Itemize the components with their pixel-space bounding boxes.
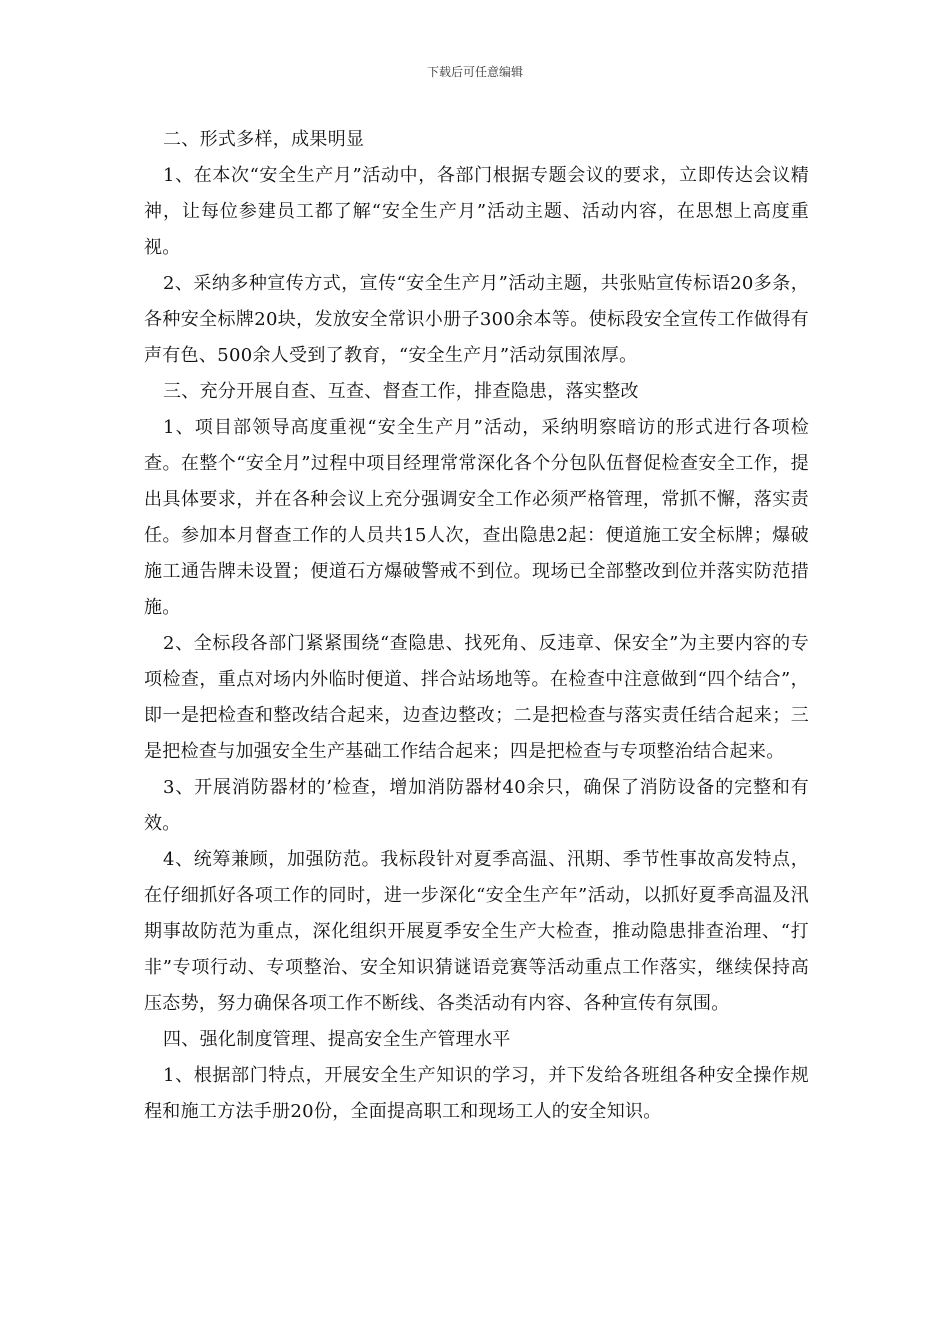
paragraph-4-1: 1、根据部门特点，开展安全生产知识的学习，并下发给各班组各种安全操作规程和施工方法手册20份，全面提高职工和现场工人的安全知识。 (144, 1065, 809, 1122)
section-heading-2: 二、形式多样，成果明显 (163, 129, 365, 150)
paragraph-2-2: 2、采纳多种宣传方式，宣传“安全生产月”活动主题，共张贴宣传标语20多条，各种安全标牌20块，发放安全常识小册子300余本等。使标段安全宣传工作做得有声有色、500余人受到了教育，“安全生产月”活动氛围浓厚。 (144, 273, 809, 366)
paragraph-2-1: 1、在本次“安全生产月”活动中，各部门根据专题会议的要求，立即传达会议精神，让每位参建员工都了解“安全生产月”活动主题、活动内容，在思想上高度重视。 (144, 165, 809, 258)
document-body (144, 122, 809, 1130)
section-heading-3: 三、充分开展自查、互查、督查工作，排查隐患，落实整改 (163, 381, 639, 402)
paragraph-3-3: 3、开展消防器材的’检查，增加消防器材40余只，确保了消防设备的完整和有效。 (144, 777, 809, 834)
paragraph-3-4: 4、统筹兼顾，加强防范。我标段针对夏季高温、汛期、季节性事故高发特点，在仔细抓好各项工作的同时，进一步深化“安全生产年”活动，以抓好夏季高温及汛期事故防范为重点，深化组织开展夏季安全生产大检查，推动隐患排查治理、“打非”专项行动、专项整治、安全知识猜谜语竞赛等活动重点工作落实，继续保持高压态势，努力确保各项工作不断线、各类活动有内容、各种宣传有氛围。 (144, 849, 809, 1014)
section-heading-4: 四、强化制度管理、提高安全生产管理水平 (163, 1029, 511, 1050)
paragraph-3-1: 1、项目部领导高度重视“安全生产月”活动，采纳明察暗访的形式进行各项检查。在整个“安全月”过程中项目经理常常深化各个分包队伍督促检查安全工作，提出具体要求，并在各种会议上充分强调安全工作必须严格管理，常抓不懈，落实责任。参加本月督查工作的人员共15人次，查出隐患2起：便道施工安全标牌；爆破施工通告牌未设置；便道石方爆破警戒不到位。现场已全部整改到位并落实防范措施。 (144, 417, 809, 618)
page-header-note: 下载后可任意编辑 (426, 65, 523, 79)
paragraph-3-2: 2、全标段各部门紧紧围绕“查隐患、找死角、反违章、保安全”为主要内容的专项检查，重点对场内外临时便道、拌合站场地等。在检查中注意做到“四个结合”，即一是把检查和整改结合起来，边查边整改；二是把检查与落实责任结合起来；三是把检查与加强安全生产基础工作结合起来；四是把检查与专项整治结合起来。 (144, 633, 809, 762)
